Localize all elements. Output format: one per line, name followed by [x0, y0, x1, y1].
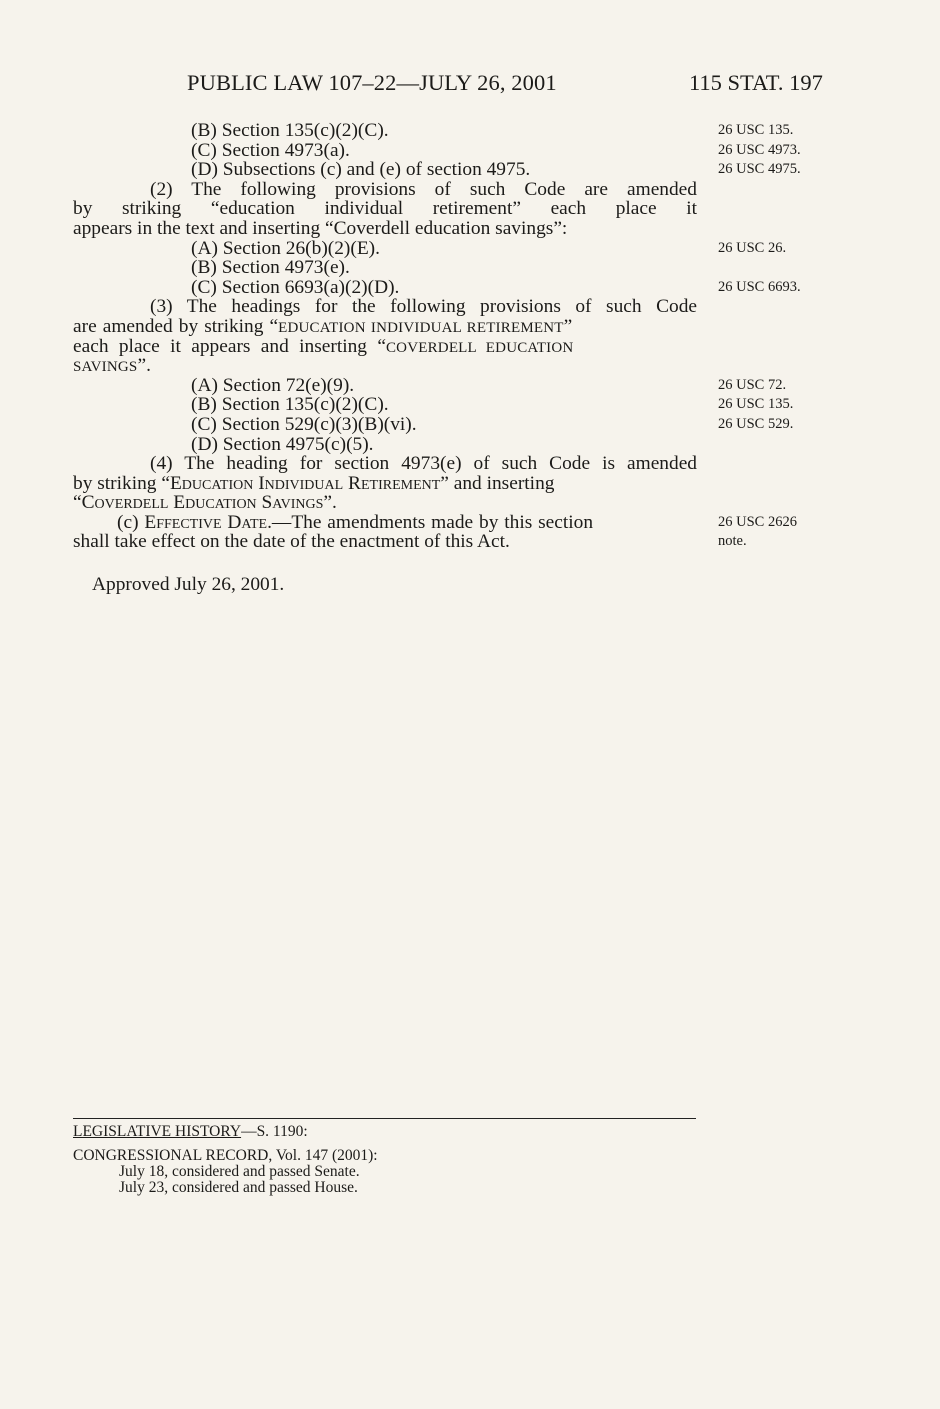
running-header-title: PUBLIC LAW 107–22—JULY 26, 2001: [187, 70, 557, 95]
small-caps-heading: Education Individual Retirement: [169, 472, 441, 494]
provision-line: (B) Section 135(c)(2)(C).: [191, 394, 389, 416]
small-caps-heading: EDUCATION INDIVIDUAL RETIREMENT: [278, 319, 564, 336]
approval-date: Approved July 26, 2001.: [92, 574, 285, 595]
provision-line: (A) Section 26(b)(2)(E).: [191, 237, 380, 259]
paragraph-line: [73, 337, 697, 357]
margin-notes: [718, 121, 838, 552]
paragraph-line: [73, 356, 697, 376]
provision-line: (A) Section 72(e)(9).: [191, 374, 355, 396]
footnote-rule: [73, 1118, 696, 1119]
usc-citation: 26 USC 4973.: [718, 141, 801, 158]
usc-citation: 26 USC 26.: [718, 239, 787, 256]
provision-line: (C) Section 529(c)(3)(B)(vi).: [191, 413, 417, 435]
text-run: ”: [563, 315, 573, 337]
paragraph-line: by striking “education individual retirement” each place it: [73, 199, 697, 219]
usc-citation: 26 USC 4975.: [718, 161, 801, 178]
subsection-heading: Effective Date: [144, 511, 268, 533]
provision-line: (D) Subsections (c) and (e) of section 4975.: [191, 159, 531, 181]
small-caps-heading: SAVINGS: [73, 359, 138, 376]
legislative-history-title-line: [73, 1124, 378, 1140]
paragraph-line: shall take effect on the date of the enactment of this Act.: [73, 531, 510, 553]
text-run: by striking “: [73, 472, 170, 494]
small-caps-heading: Coverdell Education Savings: [81, 492, 324, 514]
usc-citation: 26 USC 6693.: [718, 278, 801, 295]
usc-citation: 26 USC 72.: [718, 376, 787, 393]
text-run: (c): [117, 511, 145, 533]
usc-citation: 26 USC 135.: [718, 396, 794, 413]
text-run: ”.: [137, 355, 151, 377]
paragraph-line: [73, 474, 697, 494]
text-run: each place it appears and inserting “: [73, 335, 386, 357]
text-run: “: [73, 492, 82, 514]
text-run: are amended by striking “: [73, 315, 279, 337]
provision-line: (D) Section 4975(c)(5).: [191, 433, 374, 455]
provision-line: (C) Section 4973(a).: [191, 139, 350, 161]
history-item: July 18, considered and passed Senate.: [119, 1163, 360, 1180]
running-header-page: 115 STAT. 197: [689, 70, 823, 95]
subsection-heading-line: [73, 513, 697, 533]
legislative-history-title: LEGISLATIVE HISTORY: [73, 1123, 242, 1140]
text-run: ” and inserting: [440, 472, 555, 494]
usc-citation-note: note.: [718, 533, 747, 550]
paragraph-line: (2) The following provisions of such Code are amended: [150, 179, 697, 200]
paragraph-line: [73, 493, 697, 513]
bill-number: —S. 1190:: [241, 1123, 308, 1140]
usc-citation: 26 USC 2626: [718, 513, 797, 530]
provision-line: (B) Section 4973(e).: [191, 257, 350, 279]
statute-body: [73, 121, 697, 552]
paragraph-line: (4) The heading for section 4973(e) of such Code is amended: [150, 454, 697, 474]
usc-citation: 26 USC 135.: [718, 122, 794, 138]
usc-citation: 26 USC 529.: [718, 415, 794, 432]
congressional-record: CONGRESSIONAL RECORD, Vol. 147 (2001):: [73, 1147, 378, 1164]
text-run: ”.: [323, 492, 337, 514]
provision-line: (C) Section 6693(a)(2)(D).: [191, 276, 400, 298]
paragraph-line: appears in the text and inserting “Coverdell education savings”:: [73, 217, 568, 239]
paragraph-line: (3) The headings for the following provisions of such Code: [150, 297, 697, 317]
provision-line: (B) Section 135(c)(2)(C).: [191, 120, 389, 141]
history-item: July 23, considered and passed House.: [119, 1179, 358, 1196]
paragraph-line: [73, 317, 697, 337]
text-run: .—The amendments made by this section: [267, 511, 594, 533]
small-caps-heading: COVERDELL EDUCATION: [385, 339, 574, 356]
legislative-history: [73, 1124, 378, 1196]
